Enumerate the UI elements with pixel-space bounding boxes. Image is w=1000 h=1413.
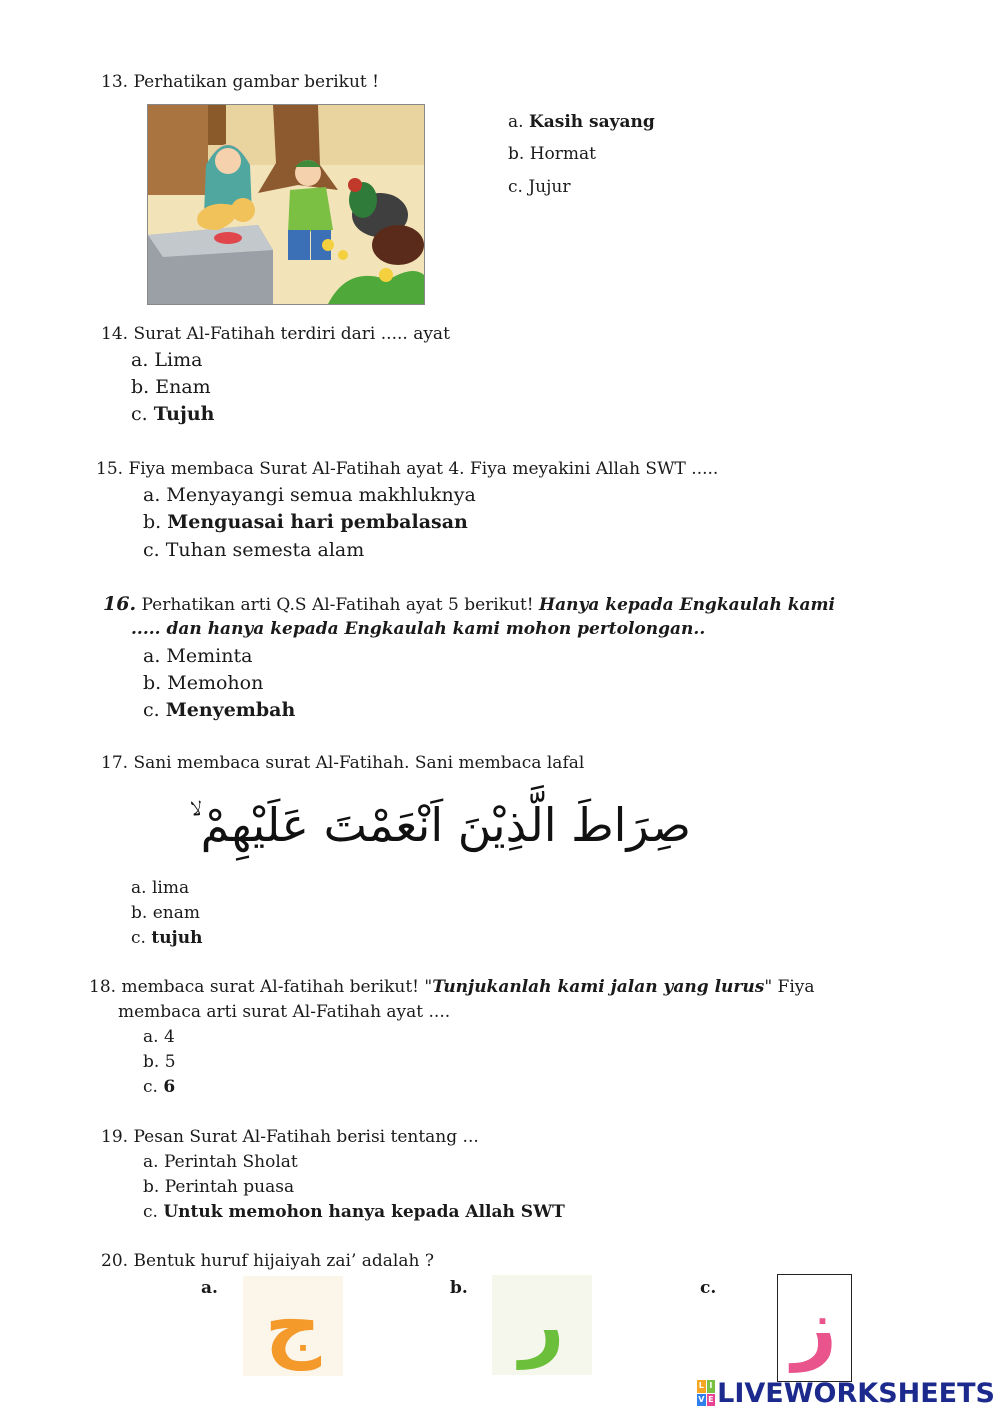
mark-tile: L [697,1380,706,1393]
arabic-verse-text: صِرَاطَ الَّذِيْنَ اَنْعَمْتَ عَلَيْهِمْ ۙ [189,798,691,852]
q15-question [96,459,718,479]
q19-option-b[interactable] [143,1177,294,1197]
option-letter: c. [508,177,523,197]
q18-line2: membaca arti surat Al-Fatihah ayat .... [118,1002,451,1022]
option-text: 5 [164,1052,176,1072]
option-letter: c. [143,699,160,721]
q15-number: 15. [96,459,124,479]
option-letter: b. [131,376,150,398]
option-text: Menyembah [165,699,296,721]
option-letter: b. [143,1177,160,1197]
option-text: Jujur [528,177,571,197]
option-letter: b. [508,144,525,164]
option-letter: a. [143,645,161,667]
option-text: lima [151,878,190,898]
q18-question [89,977,815,997]
option-letter: b. [131,903,148,923]
option-text: Hormat [529,144,596,164]
q13-option-c[interactable] [508,177,570,197]
q13-question [101,72,379,92]
q19-number: 19. [101,1127,129,1147]
q19-text: Pesan Surat Al-Fatihah berisi tentang ... [133,1127,479,1147]
liveworksheets-brand-text: LIVEWORKSHEETS [717,1377,995,1409]
option-letter: a. [143,1027,159,1047]
q17-option-b[interactable] [131,903,200,923]
q19-option-a[interactable] [143,1152,298,1172]
mark-tile: V [697,1394,706,1407]
q13-text: Perhatikan gambar berikut ! [133,72,379,92]
q17-option-a[interactable] [131,878,189,898]
option-letter: c. [143,1077,158,1097]
option-letter: c. [131,928,146,948]
hijaiyah-glyph: ر [519,1280,565,1370]
q14-option-c[interactable] [131,403,214,425]
option-text: Enam [155,376,211,398]
q20-text: Bentuk huruf hijaiyah zai’ adalah ? [133,1251,434,1271]
option-text: Menyayangi semua makhluknya [166,484,476,506]
q13-option-a[interactable] [508,112,655,132]
option-text: Untuk memohon hanya kepada Allah SWT [163,1202,565,1222]
option-text: Meminta [166,645,253,667]
q17-arabic-verse [160,785,720,865]
q14-option-a[interactable] [131,349,202,371]
q16-option-a[interactable] [143,645,252,667]
option-text: 6 [163,1077,176,1097]
q13-illustration [147,104,425,305]
option-text: Menguasai hari pembalasan [167,511,468,533]
q18-option-b[interactable] [143,1052,176,1072]
q18-option-c[interactable] [143,1077,175,1097]
option-text: Memohon [167,672,264,694]
option-letter: c. [143,539,160,561]
q16-question [103,593,835,615]
option-letter: c. [131,403,148,425]
option-letter: a. [508,112,524,132]
option-text: enam [152,903,200,923]
option-text: Perintah Sholat [163,1152,298,1172]
q18-option-a[interactable] [143,1027,175,1047]
q20-option-a-letter: a. [201,1278,218,1298]
option-text: Tuhan semesta alam [165,539,365,561]
option-text: Lima [154,349,203,371]
q20-number: 20. [101,1251,129,1271]
q17-question [101,753,584,773]
option-text: Perintah puasa [164,1177,295,1197]
q20-option-c-zai-letter[interactable] [777,1274,852,1382]
q15-text: Fiya membaca Surat Al-Fatihah ayat 4. Fiya meyakini Allah SWT ..... [128,459,719,479]
option-letter: b. [143,511,162,533]
q17-text: Sani membaca surat Al-Fatihah. Sani membaca lafal [133,753,585,773]
q18-quote: Tunjukanlah kami jalan yang lurus [432,977,765,997]
q16-option-c[interactable] [143,699,295,721]
q17-option-c[interactable] [131,928,202,948]
q18-number: 18. [89,977,117,997]
q14-question [101,324,450,344]
q13-option-b[interactable] [508,144,596,164]
q20-option-c-letter: c. [700,1278,717,1298]
q19-option-c[interactable] [143,1202,565,1222]
q20-option-b-letter: b. [450,1278,468,1298]
q20-option-b-ra-letter[interactable] [492,1275,592,1375]
hijaiyah-glyph: ج [264,1281,322,1371]
q16-number: 16. [103,593,137,615]
option-letter: a. [131,349,149,371]
q18-text-before: membaca surat Al-fatihah berikut! " [121,977,433,997]
option-text: Tujuh [153,403,215,425]
option-text: tujuh [151,928,203,948]
option-text: Kasih sayang [528,112,655,132]
q13-number: 13. [101,72,129,92]
q17-number: 17. [101,753,129,773]
option-letter: a. [143,484,161,506]
option-letter: c. [143,1202,158,1222]
q14-number: 14. [101,324,129,344]
q16-option-b[interactable] [143,672,263,694]
q18-text-after: " Fiya [764,977,815,997]
q16-text: Perhatikan arti Q.S Al-Fatihah ayat 5 berikut! [141,595,534,615]
mark-tile: I [707,1380,716,1393]
q14-option-b[interactable] [131,376,211,398]
liveworksheets-mark-icon [697,1380,715,1406]
q15-option-b[interactable] [143,511,468,533]
children-feeding-animals-illustration [148,105,424,304]
q16-quote-line1: Hanya kepada Engkaulah kami [539,595,835,615]
q16-quote-line2: ..... dan hanya kepada Engkaulah kami mohon pertolongan.. [131,619,706,639]
hijaiyah-glyph: ز [792,1283,837,1373]
q19-question [101,1127,479,1147]
q14-text: Surat Al-Fatihah terdiri dari ..... ayat [133,324,450,344]
q15-option-a[interactable] [143,484,476,506]
option-letter: a. [131,878,147,898]
q15-option-c[interactable] [143,539,364,561]
q20-option-a-jim-letter[interactable] [243,1276,343,1376]
option-text: 4 [163,1027,175,1047]
q20-question [101,1251,434,1271]
liveworksheets-logo [697,1377,995,1409]
option-letter: b. [143,1052,160,1072]
option-letter: b. [143,672,162,694]
mark-tile: E [707,1394,716,1407]
option-letter: a. [143,1152,159,1172]
